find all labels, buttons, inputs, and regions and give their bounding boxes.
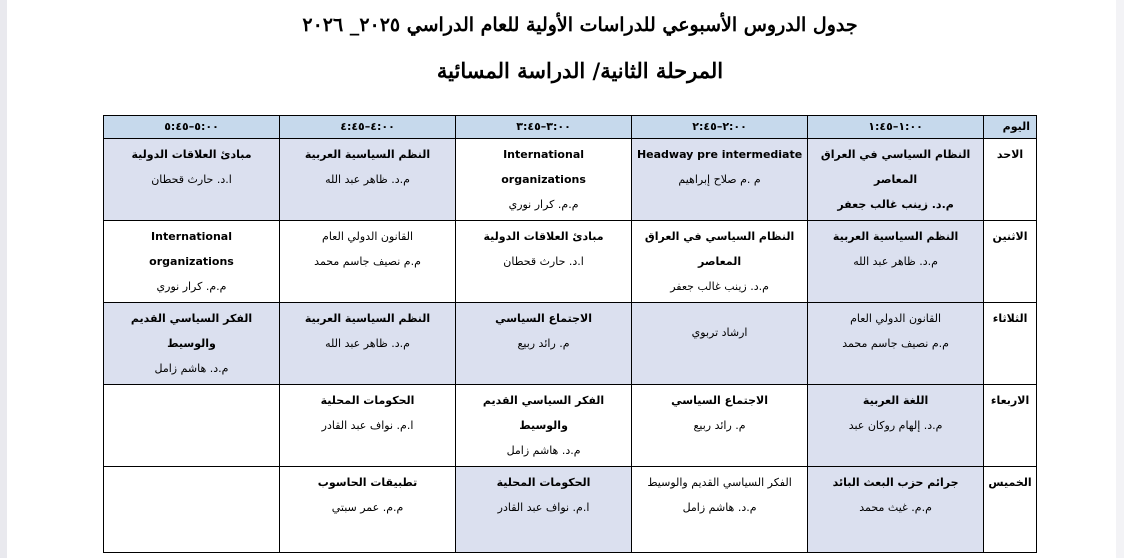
instructor: م.د. ظاهر عبد الله	[325, 337, 410, 350]
instructor: م .م صلاح إبراهيم	[678, 173, 761, 186]
instructor: ا.م. نواف عبد القادر	[321, 419, 414, 432]
course-name: النظم السياسية العربية	[304, 148, 431, 161]
course-name: الاجتماع السياسي	[671, 394, 769, 407]
course-name: مبادئ العلاقات الدولية	[131, 148, 252, 161]
class-cell	[808, 139, 984, 221]
instructor: م.م. عمر سبتي	[331, 501, 404, 514]
course-name: النظم السياسية العربية	[304, 312, 431, 325]
course-name: الفكر السياسي القديم والوسيط	[482, 394, 605, 432]
instructor: م.د. إلهام روكان عبد	[848, 419, 943, 432]
course-name-cont: organizations	[501, 173, 586, 186]
course-name: النظم السياسية العربية	[832, 230, 959, 243]
table-row	[104, 467, 1037, 553]
course-name: الفكر السياسي القديم والوسيط	[130, 312, 253, 350]
header-slot-1: ١:٠٠–١:٤٥	[808, 116, 984, 139]
instructor: م.م. غيث محمد	[859, 501, 932, 514]
course-name: الفكر السياسي القديم والوسيط	[647, 476, 792, 489]
class-cell	[456, 221, 632, 303]
empty-cell	[104, 385, 280, 467]
day-cell: الاربعاء	[984, 385, 1037, 467]
header-row	[104, 116, 1037, 139]
class-cell	[808, 385, 984, 467]
table-row	[104, 303, 1037, 385]
header-slot-2: ٢:٠٠–٢:٤٥	[632, 116, 808, 139]
class-cell	[104, 303, 280, 385]
class-cell	[104, 139, 280, 221]
course-name: تطبيقات الحاسوب	[317, 476, 418, 489]
course-name: القانون الدولي العام	[850, 312, 942, 325]
instructor: ا.د. حارث قحطان	[503, 255, 584, 268]
instructor: م.م نصيف جاسم محمد	[314, 255, 421, 268]
instructor: م. رائد ربيع	[517, 337, 570, 350]
course-name: ارشاد تربوي	[691, 326, 748, 339]
class-cell	[456, 139, 632, 221]
class-cell	[280, 385, 456, 467]
schedule-table	[103, 115, 1037, 553]
class-cell	[632, 221, 808, 303]
class-cell	[632, 385, 808, 467]
day-cell: الاحد	[984, 139, 1037, 221]
class-cell	[632, 139, 808, 221]
course-name-cont: المعاصر	[874, 173, 918, 186]
course-name: International	[503, 148, 585, 161]
day-cell: الخميس	[984, 467, 1037, 553]
class-cell	[280, 221, 456, 303]
page-title: جدول الدروس الأسبوعي للدراسات الأولية للعام الدراسي ٢٠٢٥_ ٢٠٢٦	[302, 14, 858, 36]
class-cell	[632, 467, 808, 553]
class-cell	[808, 303, 984, 385]
instructor: م.د. ظاهر عبد الله	[325, 173, 410, 186]
class-cell	[808, 221, 984, 303]
header-slot-3: ٣:٠٠–٣:٤٥	[456, 116, 632, 139]
course-name: القانون الدولي العام	[322, 230, 414, 243]
class-cell	[808, 467, 984, 553]
class-cell	[456, 303, 632, 385]
course-name: مبادئ العلاقات الدولية	[483, 230, 604, 243]
course-name: جرائم حزب البعث البائد	[832, 476, 959, 489]
header-day: اليوم	[984, 116, 1037, 139]
table-row	[104, 221, 1037, 303]
empty-cell	[104, 467, 280, 553]
class-cell	[456, 385, 632, 467]
instructor: ا.م. نواف عبد القادر	[497, 501, 590, 514]
class-cell	[104, 221, 280, 303]
day-cell: الاثنين	[984, 221, 1037, 303]
page-subtitle: المرحلة الثانية/ الدراسة المسائية	[436, 58, 724, 83]
table-row	[104, 139, 1037, 221]
course-name: Headway pre intermediate	[636, 148, 803, 161]
right-edge-bar	[1116, 0, 1124, 558]
instructor: م. رائد ربيع	[693, 419, 746, 432]
instructor: م.م. كرار نوري	[508, 198, 579, 211]
header-slot-5: ٥:٠٠–٥:٤٥	[104, 116, 280, 139]
course-name: الحكومات المحلية	[320, 394, 415, 407]
course-name: النظام السياسي في العراق	[820, 148, 971, 161]
class-cell	[280, 303, 456, 385]
instructor: م.م نصيف جاسم محمد	[842, 337, 949, 350]
course-name-cont: organizations	[149, 255, 234, 268]
instructor: م.م. كرار نوري	[156, 280, 227, 293]
instructor: م.د. زينب غالب جعفر	[837, 198, 954, 211]
class-cell	[280, 467, 456, 553]
class-cell	[280, 139, 456, 221]
table-row	[104, 385, 1037, 467]
left-edge-bar	[0, 0, 7, 558]
instructor: ا.د. حارث قحطان	[151, 173, 232, 186]
course-name: النظام السياسي في العراق المعاصر	[644, 230, 795, 268]
course-name: اللغة العربية	[862, 394, 929, 407]
day-cell: الثلاثاء	[984, 303, 1037, 385]
class-cell	[632, 303, 808, 385]
instructor: م.د. هاشم زامل	[506, 444, 581, 457]
course-name: الاجتماع السياسي	[495, 312, 592, 325]
instructor: م.د. زينب غالب جعفر	[670, 280, 769, 293]
instructor: م.د. هاشم زامل	[682, 501, 757, 514]
instructor: م.د. هاشم زامل	[154, 362, 229, 375]
header-slot-4: ٤:٠٠–٤:٤٥	[280, 116, 456, 139]
course-name: الحكومات المحلية	[496, 476, 591, 489]
instructor: م.د. ظاهر عبد الله	[853, 255, 938, 268]
course-name: International	[151, 230, 232, 243]
class-cell	[456, 467, 632, 553]
